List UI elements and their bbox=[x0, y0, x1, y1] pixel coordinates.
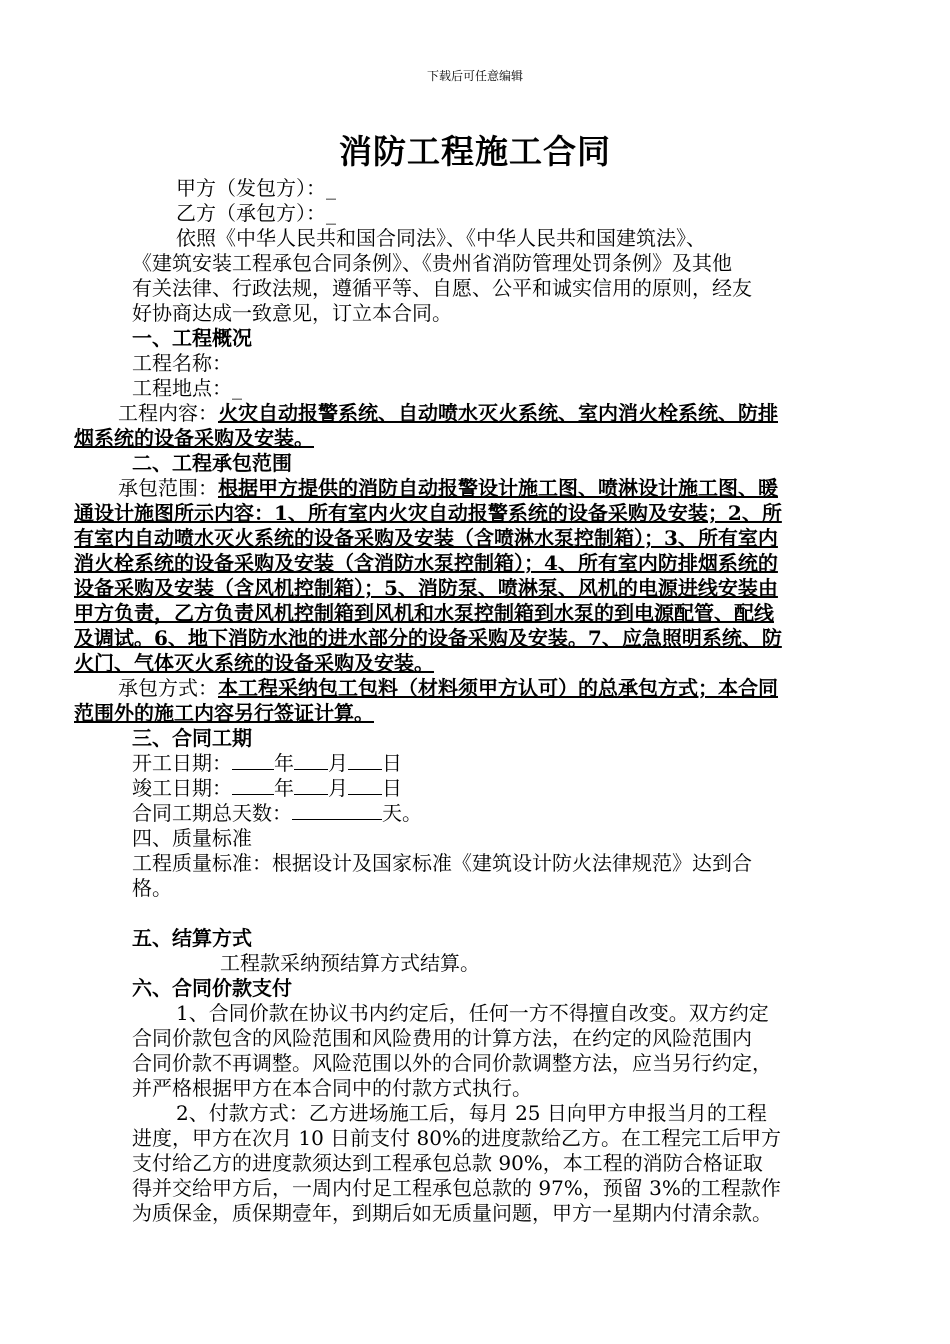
day-text: 日 bbox=[382, 751, 402, 775]
contract-mode-text: 范围外的施工内容另行签证计算。 bbox=[74, 701, 374, 725]
year-blank bbox=[232, 751, 274, 770]
scope-label: 承包范围： bbox=[118, 476, 218, 500]
payment-paragraph-2: 为质保金，质保期壹年，到期后如无质量问题，甲方一星期内付清余款。 bbox=[132, 1201, 772, 1225]
contract-mode-text: 本工程采纳包工包料（材料须甲方认可）的总承包方式；本合同 bbox=[218, 676, 778, 700]
project-site-label: 工程地点：_ bbox=[132, 376, 242, 400]
project-content-value: 火灾自动报警系统、自动喷水灭火系统、室内消火栓系统、防排 bbox=[218, 401, 778, 425]
total-days-unit: 天。 bbox=[382, 801, 422, 825]
payment-paragraph-1: 1、合同价款在协议书内约定后，任何一方不得擅自改变。双方约定 bbox=[176, 1001, 769, 1025]
day-blank bbox=[348, 751, 382, 770]
project-content-label: 工程内容： bbox=[118, 401, 218, 425]
scope-text: 设备采购及安装（含风机控制箱）；5、消防泵、喷淋泵、风机的电源进线安装由 bbox=[74, 576, 778, 600]
end-date-row bbox=[132, 776, 402, 801]
page-header-note: 下载后可任意编辑 bbox=[426, 69, 523, 83]
year-text: 年 bbox=[274, 776, 294, 800]
settlement-text: 工程款采纳预结算方式结算。 bbox=[220, 951, 480, 975]
month-text: 月 bbox=[328, 776, 348, 800]
day-blank bbox=[348, 776, 382, 795]
section-1-heading: 一、工程概况 bbox=[132, 326, 252, 350]
total-days-row bbox=[132, 801, 422, 826]
scope-text: 火门、气体灭火系统的设备采购及安装。 bbox=[74, 651, 434, 675]
payment-paragraph-2: 2、付款方式：乙方进场施工后，每月 25 日向甲方申报当月的工程 bbox=[176, 1101, 767, 1125]
intro-line: 依照《中华人民共和国合同法》、《中华人民共和国建筑法》、 bbox=[176, 226, 706, 250]
day-text: 日 bbox=[382, 776, 402, 800]
scope-text: 根据甲方提供的消防自动报警设计施工图、喷淋设计施工图、暖 bbox=[218, 476, 778, 500]
quality-text: 工程质量标准：根据设计及国家标准《建筑设计防火法律规范》达到合 bbox=[132, 851, 752, 875]
start-date-label: 开工日期： bbox=[132, 751, 232, 775]
contract-mode-label: 承包方式： bbox=[118, 676, 218, 700]
start-date-row bbox=[132, 751, 402, 776]
section-6-heading: 六、合同价款支付 bbox=[132, 976, 292, 1000]
payment-paragraph-1: 合同价款不再调整。风险范围以外的合同价款调整方法，应当另行约定， bbox=[132, 1051, 772, 1075]
payment-paragraph-2: 支付给乙方的进度款须达到工程承包总款 90%，本工程的消防合格证取 bbox=[132, 1151, 763, 1175]
payment-paragraph-1: 合同价款包含的风险范围和风险费用的计算方法，在约定的风险范围内 bbox=[132, 1026, 752, 1050]
year-text: 年 bbox=[274, 751, 294, 775]
scope-text: 有室内自动喷水灭火系统的设备采购及安装（含喷淋水泵控制箱）；3、所有室内 bbox=[74, 526, 778, 550]
days-blank bbox=[292, 801, 382, 820]
month-text: 月 bbox=[328, 751, 348, 775]
total-days-label: 合同工期总天数： bbox=[132, 801, 292, 825]
month-blank bbox=[294, 776, 328, 795]
document-title: 消防工程施工合同 bbox=[339, 132, 611, 171]
party-a: 甲方（发包方）：_ bbox=[176, 176, 336, 200]
project-name-label: 工程名称： bbox=[132, 351, 232, 375]
section-5-heading: 五、结算方式 bbox=[132, 926, 252, 950]
payment-paragraph-1: 并严格根据甲方在本合同中的付款方式执行。 bbox=[132, 1076, 532, 1100]
project-content-value: 烟系统的设备采购及安装。 bbox=[74, 426, 314, 450]
scope-text: 甲方负责，乙方负责风机控制箱到风机和水泵控制箱到水泵的到电源配管、配线 bbox=[74, 601, 774, 625]
payment-paragraph-2: 得并交给甲方后，一周内付足工程承包总款的 97%，预留 3%的工程款作 bbox=[132, 1176, 781, 1200]
section-3-heading: 三、合同工期 bbox=[132, 726, 252, 750]
scope-text: 及调试。6、地下消防水池的进水部分的设备采购及安装。7、应急照明系统、防 bbox=[74, 626, 782, 650]
quality-text: 格。 bbox=[132, 876, 172, 900]
month-blank bbox=[294, 751, 328, 770]
section-4-heading: 四、质量标准 bbox=[132, 826, 252, 850]
year-blank bbox=[232, 776, 274, 795]
intro-line: 《建筑安装工程承包合同条例》、《贵州省消防管理处罚条例》及其他 bbox=[132, 251, 732, 275]
end-date-label: 竣工日期： bbox=[132, 776, 232, 800]
payment-paragraph-2: 进度，甲方在次月 10 日前支付 80%的进度款给乙方。在工程完工后甲方 bbox=[132, 1126, 781, 1150]
scope-text: 通设计施图所示内容：1、所有室内火灾自动报警系统的设备采购及安装；2、所 bbox=[74, 501, 782, 525]
party-b: 乙方（承包方）：_ bbox=[176, 201, 336, 225]
intro-line: 好协商达成一致意见，订立本合同。 bbox=[132, 301, 452, 325]
intro-line: 有关法律、行政法规，遵循平等、自愿、公平和诚实信用的原则，经友 bbox=[132, 276, 752, 300]
scope-text: 消火栓系统的设备采购及安装（含消防水泵控制箱）；4、所有室内防排烟系统的 bbox=[74, 551, 778, 575]
section-2-heading: 二、工程承包范围 bbox=[132, 451, 292, 475]
